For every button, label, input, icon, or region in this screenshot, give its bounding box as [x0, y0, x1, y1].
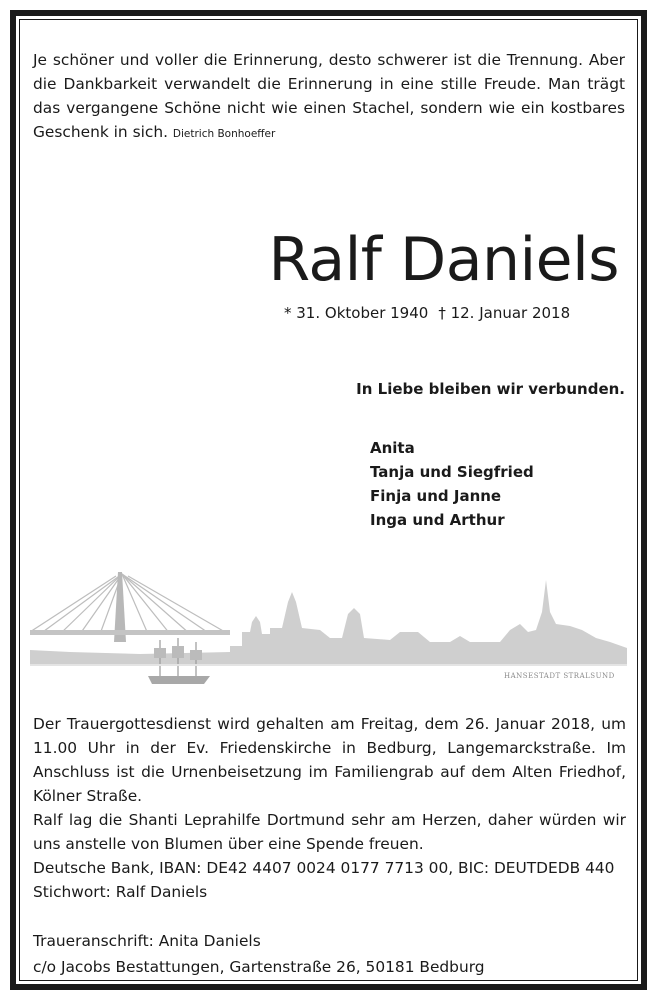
- bridge-deck: [30, 630, 230, 635]
- ship-hull: [148, 676, 210, 684]
- birth-date: * 31. Oktober 1940: [284, 304, 429, 322]
- life-dates: [284, 302, 570, 324]
- address-line-2: c/o Jacobs Bestattungen, Gartenstraße 26, 50181 Bedburg: [33, 958, 485, 976]
- memorial-slogan: In Liebe bleiben wir verbunden.: [356, 380, 625, 398]
- family-list: [370, 436, 534, 532]
- family-member: Tanja und Siegfried: [370, 463, 534, 481]
- memorial-quote: [33, 48, 625, 146]
- deceased-name: Ralf Daniels: [268, 225, 619, 295]
- mourning-address: [33, 928, 626, 980]
- family-member: Finja und Janne: [370, 487, 502, 505]
- service-information: [33, 712, 626, 904]
- quote-text: Je schöner und voller die Erinnerung, desto schwerer ist die Trennung. Aber die Dankbarkeit verwandelt die Erinnerung in eine stille Freude. Man trägt das vergangene Schöne nicht wie einen Stachel, sondern wie ein kostbares Geschenk in sich.: [33, 51, 625, 141]
- family-member: Inga und Arthur: [370, 511, 505, 529]
- bank-details: Deutsche Bank, IBAN: DE42 4407 0024 0177 7713 00, BIC: DEUTDEDB 440: [33, 859, 615, 877]
- donation-paragraph: Ralf lag die Shanti Leprahilfe Dortmund sehr am Herzen, daher würden wir uns anstelle von Blumen über eine Spende freuen.: [33, 811, 626, 853]
- family-member: Anita: [370, 439, 415, 457]
- skyline-caption: HANSESTADT STRALSUND: [504, 672, 615, 680]
- address-line-1: Traueranschrift: Anita Daniels: [33, 932, 261, 950]
- donation-keyword: Stichwort: Ralf Daniels: [33, 883, 208, 901]
- stralsund-skyline-image: [30, 572, 627, 690]
- water-line: [30, 664, 627, 666]
- quote-author: Dietrich Bonhoeffer: [172, 128, 276, 140]
- death-date: † 12. Januar 2018: [438, 304, 571, 322]
- bridge-cables: [30, 574, 225, 634]
- service-paragraph: Der Trauergottesdienst wird gehalten am Freitag, dem 26. Januar 2018, um 11.00 Uhr in der Ev. Friedenskirche in Bedburg, Langemarckstraße. Im Anschluss ist die Urnenbeisetzung im Familiengrab auf dem Alten Friedhof, Kölner Straße.: [33, 715, 626, 805]
